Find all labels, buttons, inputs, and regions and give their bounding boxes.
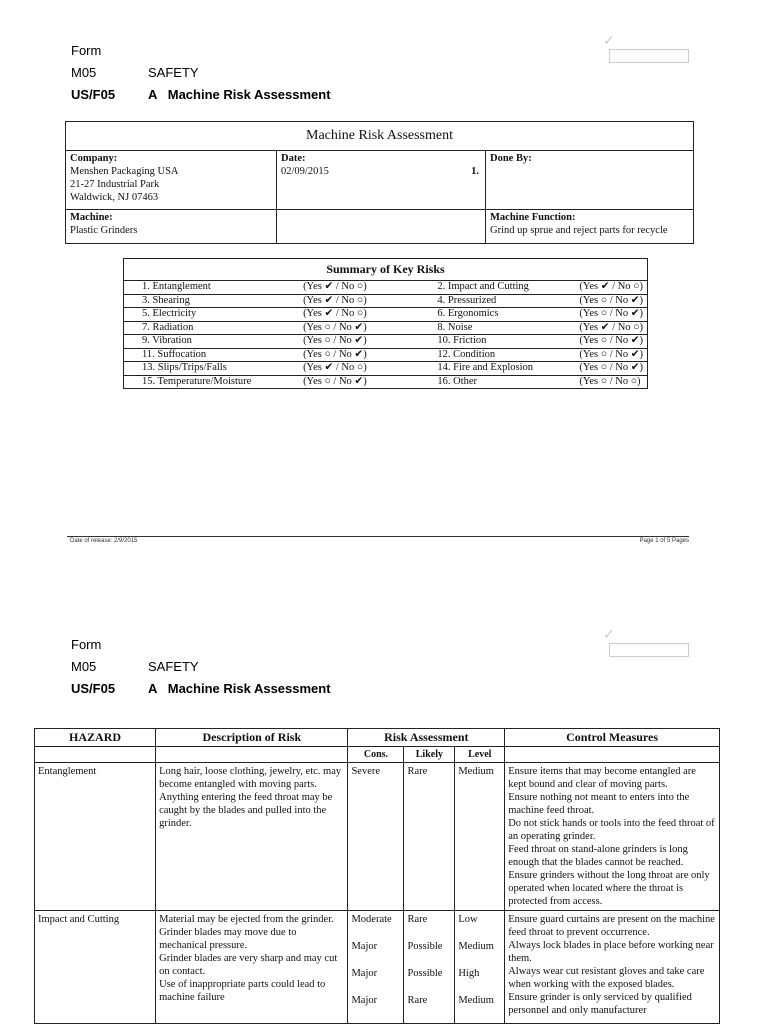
form-title: A Machine Risk Assessment	[148, 681, 331, 696]
risk-answer: (Yes ✔ / No ○)	[299, 294, 419, 308]
col-hazard: HAZARD	[35, 729, 156, 747]
machine-cell: Machine: Plastic Grinders	[66, 210, 277, 244]
risk-level: Low Medium High Medium	[455, 911, 505, 1024]
risk-name: 7. Radiation	[124, 321, 300, 335]
form-label: Form	[71, 43, 102, 58]
risk-answer: (Yes ○ / No ✔)	[575, 362, 647, 376]
summary-row	[124, 348, 648, 362]
risk-name: 12. Condition	[419, 348, 575, 362]
summary-row	[124, 308, 648, 322]
risk-name: 9. Vibration	[124, 335, 300, 349]
consequence: Severe	[348, 763, 404, 911]
risk-answer: (Yes ○ / No ✔)	[299, 321, 419, 335]
form-code: M05	[71, 659, 97, 674]
risk-description: Material may be ejected from the grinder. Grinder blades may move due to mechanical pressure. Grinder blades are very sharp and may cut on contact. Use of inappropriate parts could lead to machine failure	[156, 911, 348, 1024]
risk-name: 16. Other	[419, 375, 575, 389]
summary-risks-table	[123, 258, 648, 389]
control-measures: Ensure guard curtains are present on the machine feed throat to prevent occurrence. Always lock blades in place before working near them. Always wear cut resistant gloves and take care when working with the exposed blades. Ensure grinder is only serviced by qualified personnel and only manufacturer	[505, 911, 720, 1024]
summary-title: Summary of Key Risks	[124, 259, 648, 281]
hazard-table	[34, 728, 720, 1024]
logo-watermark	[603, 627, 689, 660]
risk-answer: (Yes ○ / No ✔)	[299, 335, 419, 349]
col-description: Description of Risk	[156, 729, 348, 747]
risk-answer: (Yes ✔ / No ○)	[575, 281, 647, 295]
machine-function-cell: Machine Function: Grind up sprue and reject parts for recycle	[486, 210, 694, 244]
risk-answer: (Yes ○ / No ✔)	[575, 335, 647, 349]
form-number: US/F05	[71, 87, 116, 102]
done-by-cell: Done By:	[486, 151, 694, 210]
col-risk-assessment: Risk Assessment	[348, 729, 505, 747]
hazard-name: Impact and Cutting	[35, 911, 156, 1024]
summary-row	[124, 321, 648, 335]
risk-answer: (Yes ○ / No ✔)	[575, 294, 647, 308]
summary-row	[124, 375, 648, 389]
control-measures: Ensure items that may become entangled are kept bound and clear of moving parts. Ensure nothing not meant to enters into the machine feed throat. Do not stick hands or tools into the feed throat of an operating grinder. Feed throat on stand-alone grinders is long enough that the blades cannot be reached. Ensure grinders without the long throat are only operated when located where the throat is protected from access.	[505, 763, 720, 911]
risk-answer: (Yes ✔ / No ○)	[575, 321, 647, 335]
date-mark: 1.	[471, 166, 479, 177]
risk-answer: (Yes ✔ / No ○)	[299, 281, 419, 295]
form-category: SAFETY	[148, 65, 199, 80]
summary-row	[124, 362, 648, 376]
risk-name: 8. Noise	[419, 321, 575, 335]
summary-row	[124, 335, 648, 349]
form-code: M05	[71, 65, 97, 80]
risk-name: 14. Fire and Explosion	[419, 362, 575, 376]
release-date: Date of release: 2/9/2015	[70, 538, 138, 544]
likelihood: Rare Possible Possible Rare	[404, 911, 455, 1024]
col-cons: Cons.	[348, 747, 404, 763]
risk-name: 10. Friction	[419, 335, 575, 349]
table-row	[35, 763, 720, 911]
page-footer	[67, 536, 689, 544]
risk-answer: (Yes ○ / No ✔)	[299, 348, 419, 362]
col-control: Control Measures	[505, 729, 720, 747]
risk-answer: (Yes ✔ / No ○)	[299, 308, 419, 322]
col-likely: Likely	[404, 747, 455, 763]
summary-row	[124, 281, 648, 295]
summary-row	[124, 294, 648, 308]
machine-info-table	[65, 121, 694, 244]
risk-name: 3. Shearing	[124, 294, 300, 308]
consequence: Moderate Major Major Major	[348, 911, 404, 1024]
risk-name: 5. Electricity	[124, 308, 300, 322]
form-number: US/F05	[71, 681, 116, 696]
risk-description: Long hair, loose clothing, jewelry, etc. may become entangled with moving parts. Anything entering the feed throat may be caught by the blades and pulled into the grinder.	[156, 763, 348, 911]
risk-name: 2. Impact and Cutting	[419, 281, 575, 295]
risk-answer: (Yes ○ / No ○)	[575, 375, 647, 389]
risk-name: 4. Pressurized	[419, 294, 575, 308]
risk-answer: (Yes ○ / No ✔)	[575, 308, 647, 322]
risk-answer: (Yes ○ / No ✔)	[299, 375, 419, 389]
form-label: Form	[71, 637, 102, 652]
col-level: Level	[455, 747, 505, 763]
likelihood: Rare	[404, 763, 455, 911]
risk-name: 1. Entanglement	[124, 281, 300, 295]
date-cell: Date: 02/09/2015 1.	[277, 151, 486, 210]
risk-name: 15. Temperature/Moisture	[124, 375, 300, 389]
form-category: SAFETY	[148, 659, 199, 674]
logo-watermark	[603, 33, 689, 66]
company-cell: Company: Menshen Packaging USA 21-27 Industrial Park Waldwick, NJ 07463	[66, 151, 277, 210]
info-title: Machine Risk Assessment	[66, 122, 694, 151]
form-header-2	[71, 634, 331, 700]
page-number: Page 1 of 5 Pages	[639, 538, 689, 544]
risk-answer: (Yes ✔ / No ○)	[299, 362, 419, 376]
form-header	[71, 40, 331, 106]
risk-name: 11. Suffocation	[124, 348, 300, 362]
risk-level: Medium	[455, 763, 505, 911]
risk-name: 6. Ergonomics	[419, 308, 575, 322]
risk-name: 13. Slips/Trips/Falls	[124, 362, 300, 376]
check-icon: ✓	[603, 33, 615, 49]
hazard-name: Entanglement	[35, 763, 156, 911]
form-title: A Machine Risk Assessment	[148, 87, 331, 102]
check-icon: ✓	[603, 627, 615, 643]
table-row	[35, 911, 720, 1024]
risk-answer: (Yes ○ / No ✔)	[575, 348, 647, 362]
